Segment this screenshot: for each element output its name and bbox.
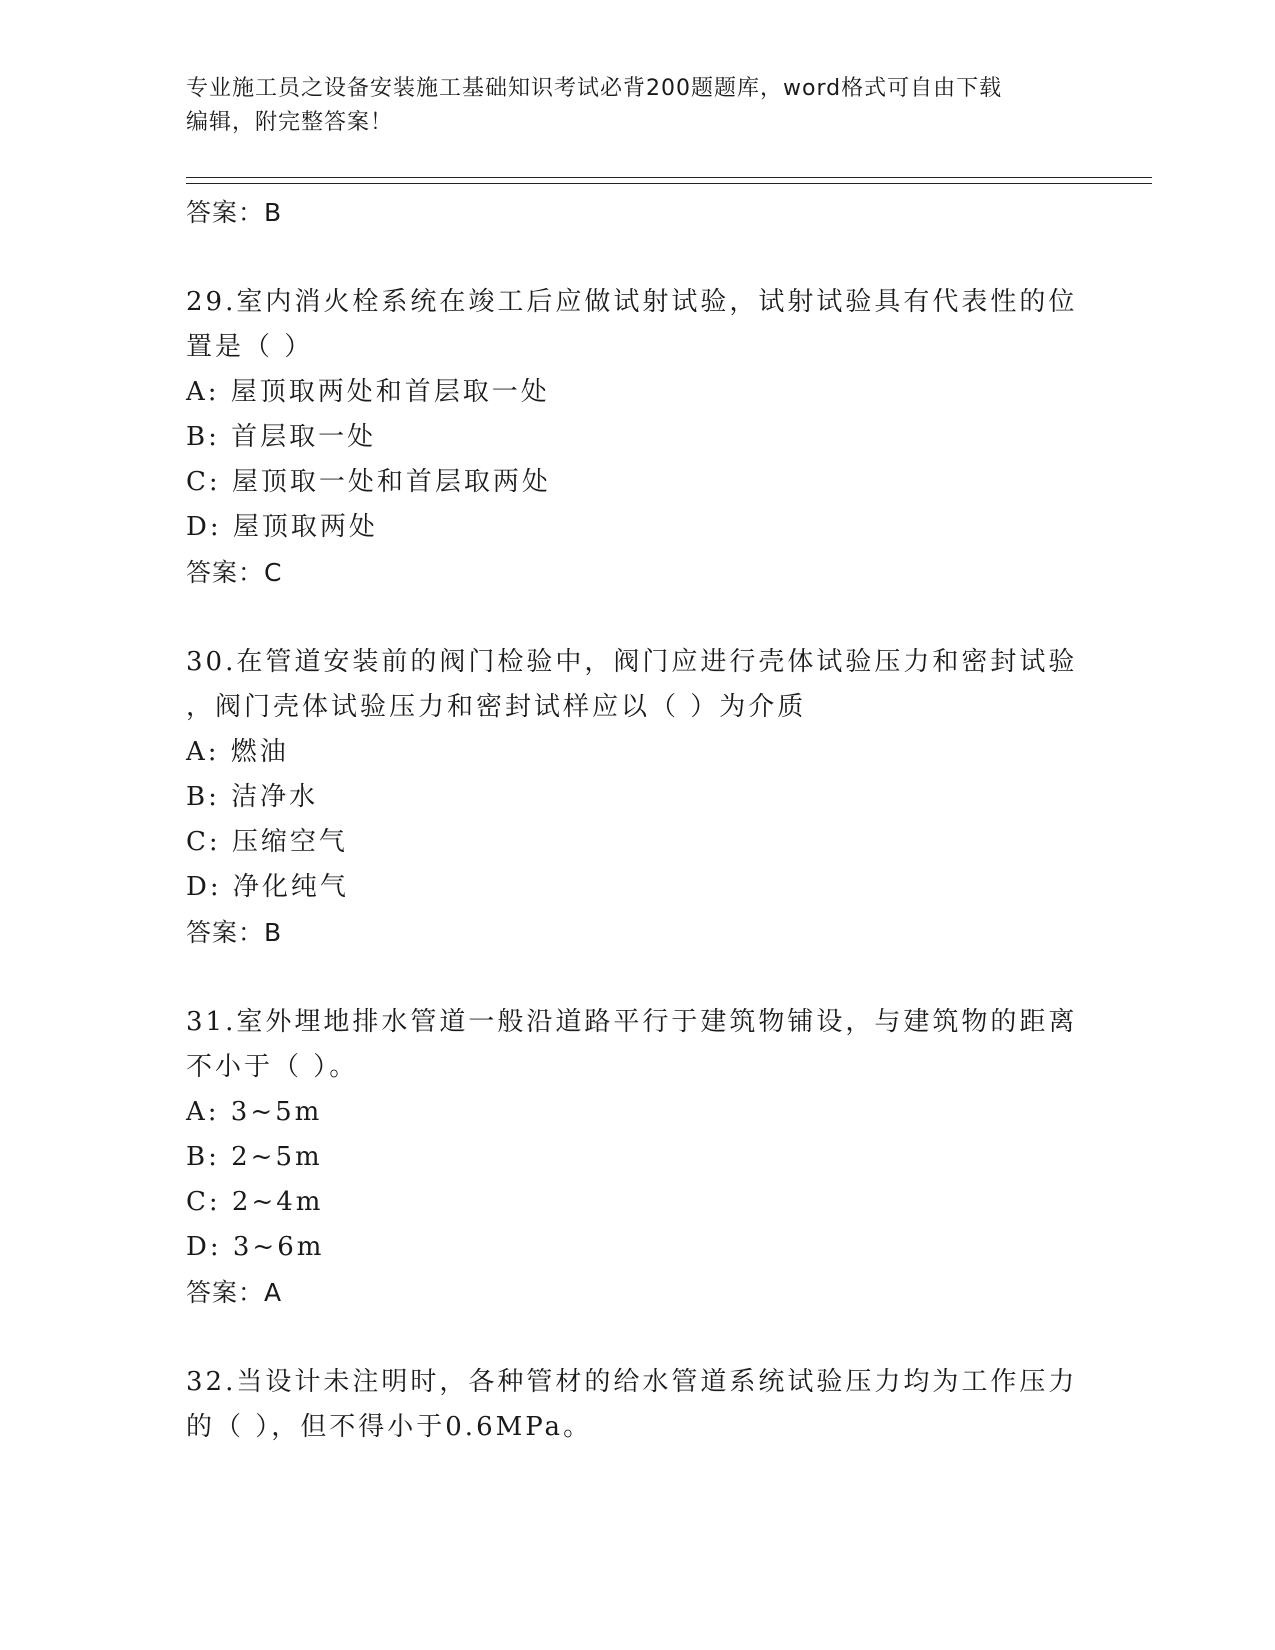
header-line-1: 专业施工员之设备安装施工基础知识考试必背200题题库，word格式可自由下载 — [186, 76, 1003, 101]
option-c: C: 压缩空气 — [186, 827, 348, 857]
question-text: 29.室内消火栓系统在竣工后应做试射试验，试射试验具有代表性的位 — [186, 287, 1078, 317]
option-b: B: 首层取一处 — [186, 422, 377, 452]
question-text: 30.在管道安装前的阀门检验中，阀门应进行壳体试验压力和密封试验 — [186, 647, 1078, 677]
option-a: A: 燃油 — [186, 737, 289, 767]
question-text-cont: ，阀门壳体试验压力和密封试样应以（ ）为介质 — [186, 692, 807, 722]
header-divider-top — [186, 177, 1152, 178]
previous-answer: 答案：B — [186, 198, 283, 227]
question-32 — [186, 1360, 1086, 1450]
document-header — [186, 72, 1086, 140]
option-b: B: 洁净水 — [186, 782, 319, 812]
option-c: C: 屋顶取一处和首层取两处 — [186, 467, 551, 497]
option-d: D: 3~6m — [186, 1232, 325, 1262]
option-a: A: 屋顶取两处和首层取一处 — [186, 377, 550, 407]
option-a: A: 3~5m — [186, 1097, 323, 1127]
question-text-cont: 不小于（ ）。 — [186, 1052, 359, 1082]
answer: 答案：C — [186, 558, 283, 587]
question-text: 32.当设计未注明时，各种管材的给水管道系统试验压力均为工作压力 — [186, 1367, 1078, 1397]
answer: 答案：B — [186, 918, 283, 947]
question-text-cont: 置是（ ） — [186, 332, 314, 362]
option-b: B: 2~5m — [186, 1142, 323, 1172]
header-divider-bottom — [186, 183, 1152, 184]
option-d: D: 屋顶取两处 — [186, 512, 378, 542]
answer: 答案：A — [186, 1278, 283, 1307]
question-text: 31.室外埋地排水管道一般沿道路平行于建筑物铺设，与建筑物的距离 — [186, 1007, 1078, 1037]
question-31 — [186, 1000, 1086, 1315]
document-body — [186, 190, 1086, 1450]
question-text-cont: 的（ ），但不得小于0.6MPa。 — [186, 1412, 593, 1442]
option-d: D: 净化纯气 — [186, 872, 349, 902]
question-29 — [186, 280, 1086, 595]
question-30 — [186, 640, 1086, 955]
option-c: C: 2~4m — [186, 1187, 324, 1217]
header-line-2: 编辑，附完整答案！ — [186, 110, 394, 135]
